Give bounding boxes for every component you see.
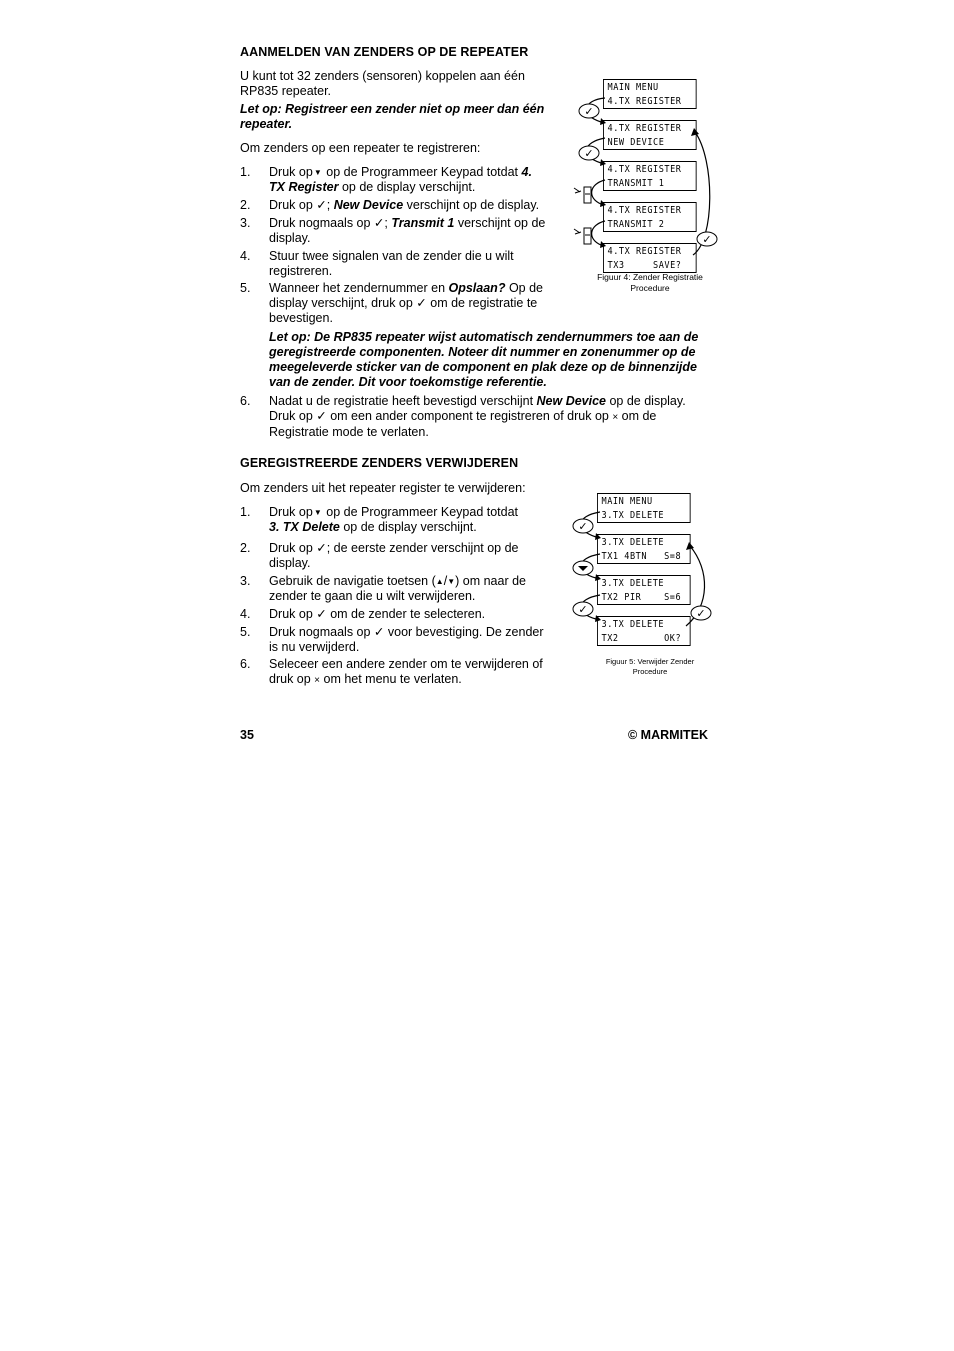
svg-text:✓: ✓ [584,105,594,118]
transmitter-icon [572,226,594,249]
list-item: Druk op ✓; New Device verschijnt op de display. [269,198,540,212]
section1-intro [240,69,525,99]
check-icon [578,145,600,164]
step-number: 2. [240,198,251,212]
lcd-screen: 4.TX REGISTER NEW DEVICE [603,120,697,150]
section2-heading: GEREGISTREERDE ZENDERS VERWIJDEREN [240,456,519,470]
check-icon [578,103,600,122]
step-number: 1. [240,165,251,179]
cross-icon: × [612,412,619,423]
svg-text:✓: ✓ [578,520,588,533]
list-item: Seleceer een andere zender om te verwijderen of druk op × om het menu te verlaten. [269,657,543,686]
step-number: 4. [240,249,251,263]
lcd-screen: 3.TX DELETE TX2 PIR S=6 [597,575,691,605]
lcd-screen: 4.TX REGISTER TRANSMIT 1 [603,161,697,191]
up-arrow-icon: ▲ [435,577,444,586]
check-icon: ✓ [373,216,385,230]
section1-note [240,102,544,132]
step-number: 5. [240,281,251,295]
step-number: 6. [240,394,251,408]
down-arrow-icon [572,560,594,579]
section1-lead: Om zenders op een repeater te registreren: [240,141,481,155]
lcd-screen: 4.TX REGISTER TRANSMIT 2 [603,202,697,232]
check-icon [572,518,594,537]
check-icon: ✓ [316,607,327,621]
step-number: 4. [240,607,251,621]
lcd-screen: 3.TX DELETE TX1 4BTN S=8 [597,534,691,564]
list-item: Druk op ✓; de eerste zender verschijnt op de display. [269,541,519,570]
list-item: Nadat u de registratie heeft bevestigd verschijnt New Device op de display. Druk op ✓ om een ander component te registreren of druk op × om de Registratie mode te verlaten. [269,394,686,439]
check-icon: ✓ [416,296,427,310]
section2-lead: Om zenders uit het repeater register te verwijderen: [240,481,526,495]
check-icon: ✓ [373,625,385,639]
list-item: Druk op▼ op de Programmeer Keypad totdat 3. TX Delete op de display verschijnt. [269,505,519,534]
registration-warning: Let op: De RP835 repeater wijst automatisch zendernummers toe aan de geregistreerde componenten. Noteer dit nummer en zonenummer op de meegeleverde sticker van de component en plak deze op de binnenzijde van de zender. Dit voor toekomstige referentie. [269,330,699,389]
section1-heading: AANMELDEN VAN ZENDERS OP DE REPEATER [240,45,529,59]
svg-text:✓: ✓ [696,607,706,620]
intro-line-2: RP835 repeater. [240,84,332,98]
check-icon [690,605,712,624]
list-item: Druk op▼ op de Programmeer Keypad totdat 4. TX Register op de display verschijnt. [269,165,532,194]
svg-text:✓: ✓ [578,603,588,616]
step-number: 3. [240,574,251,588]
intro-line-1: U kunt tot 32 zenders (sensoren) koppelen aan één [240,69,525,83]
list-item: Gebruik de navigatie toetsen (▲/▼) om naar de zender te gaan die u wilt verwijderen. [269,574,526,603]
svg-text:✓: ✓ [584,147,594,160]
step-number: 6. [240,657,251,671]
step-number: 3. [240,216,251,230]
lcd-screen: 3.TX DELETE TX2 OK? [597,616,691,646]
note-line-1: Let op: Registreer een zender niet op meer dan één [240,102,545,116]
figure-4-caption: Figuur 4: Zender Registratie Procedure [597,272,703,293]
check-icon [572,601,594,620]
check-icon: ✓ [316,541,327,555]
figure-5-caption: Figuur 5: Verwijder Zender Procedure [605,657,695,676]
list-item: Druk nogmaals op ✓ voor bevestiging. De zender is nu verwijderd. [269,625,544,654]
page-number: 35 [240,728,254,742]
check-icon: ✓ [316,409,327,423]
down-arrow-icon: ▼ [447,577,456,586]
lcd-screen: 4.TX REGISTER TX3 SAVE? [603,243,697,273]
lcd-screen: MAIN MENU 3.TX DELETE [597,493,691,523]
check-icon: ✓ [316,198,327,212]
cross-icon: × [314,675,321,686]
list-item: Druk op ✓ om de zender te selecteren. [269,607,486,621]
list-item: Druk nogmaals op ✓; Transmit 1 verschijnt op de display. [269,216,546,245]
list-item: Wanneer het zendernummer en Opslaan? Op de display verschijnt, druk op ✓ om de registratie te bevestigen. [269,281,543,325]
note-line-2: repeater. [240,117,293,131]
check-icon [696,231,718,250]
down-arrow-icon: ▼ [313,168,322,177]
step-number: 5. [240,625,251,639]
down-arrow-icon: ▼ [313,508,322,517]
lcd-screen: MAIN MENU 4.TX REGISTER [603,79,697,109]
copyright: © MARMITEK [628,728,709,742]
transmitter-icon [572,185,594,208]
list-item: Stuur twee signalen van de zender die u wilt registreren. [269,249,514,278]
svg-text:✓: ✓ [702,233,712,246]
step-number: 1. [240,505,251,519]
step-number: 2. [240,541,251,555]
